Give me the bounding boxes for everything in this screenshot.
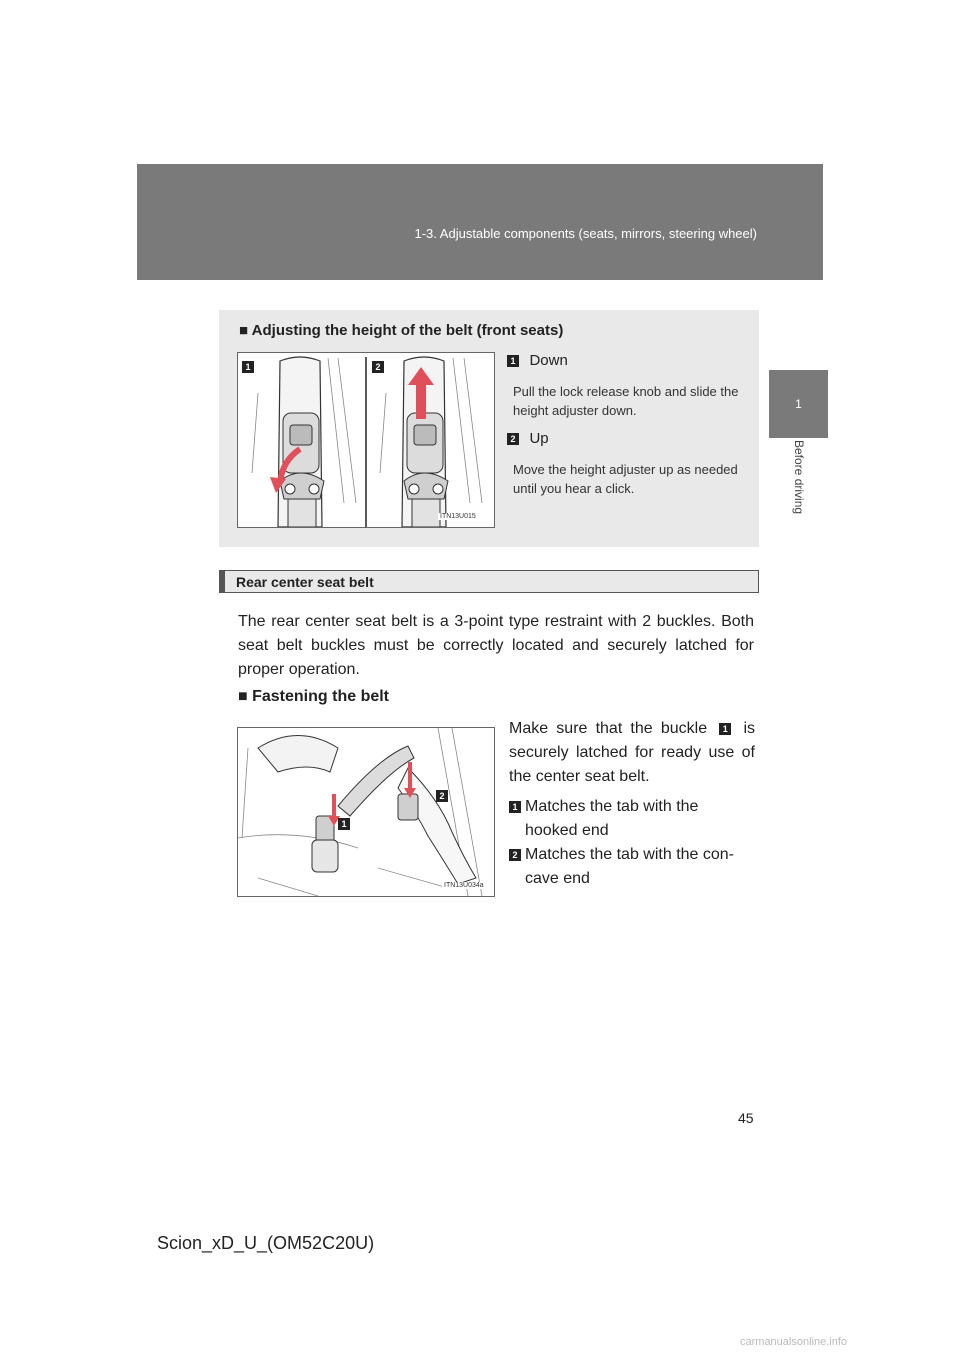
- height-adjust-heading: ■ Adjusting the height of the belt (front seats): [239, 322, 564, 339]
- fastening-step-2: [509, 843, 755, 891]
- chapter-label-text: Before driving: [792, 440, 806, 515]
- illus2-code: ITN13U034a: [444, 882, 484, 889]
- fastening-intro-marker: 1: [719, 723, 731, 735]
- fastening-heading: ■ Fastening the belt: [238, 688, 390, 705]
- illus2-marker-2: 2: [436, 790, 448, 802]
- fastening-intro-after: is securely latched for ready use of the center seat belt.: [509, 720, 755, 785]
- height-step-1: [507, 352, 747, 420]
- step2-title: Up: [529, 430, 549, 447]
- center-belt-illustration: [237, 727, 495, 897]
- center-belt-drawing: [238, 728, 494, 896]
- belt-height-drawing: [238, 353, 494, 527]
- header-band: [137, 164, 823, 280]
- fastening-intro-before: Make sure that the buckle: [509, 720, 708, 737]
- watermark: carmanualsonline.info: [740, 1336, 848, 1348]
- illus1-marker-2: 2: [372, 361, 384, 373]
- page-number: 45: [738, 1110, 754, 1126]
- step2-marker: 2: [507, 433, 519, 445]
- fastening-step-1: [509, 795, 755, 843]
- illus1-code: ITN13U015: [440, 513, 476, 520]
- fastening-step1-text: Matches the tab with the hooked end: [525, 798, 699, 839]
- height-adjust-box: [219, 310, 759, 547]
- height-adjuster-illustration: [237, 352, 495, 528]
- manual-id: Scion_xD_U_(OM52C20U): [157, 1233, 375, 1253]
- section-paragraph: The rear center seat belt is a 3-point type restraint with 2 buckles. Both seat belt buckles must be correctly located and securely latched for proper operation.: [238, 613, 754, 678]
- fastening-step2-text: Matches the tab with the con-cave end: [525, 846, 734, 887]
- section-title: Rear center seat belt: [236, 574, 374, 590]
- step1-marker: 1: [507, 355, 519, 367]
- fastening-step2-marker: 2: [509, 849, 521, 861]
- chapter-title: 1-3. Adjustable components (seats, mirrors, steering wheel): [414, 226, 757, 241]
- chapter-tab[interactable]: 1: [769, 370, 828, 438]
- fastening-step1-marker: 1: [509, 801, 521, 813]
- chapter-tab-label: [769, 440, 828, 560]
- illus2-marker-1: 1: [338, 818, 350, 830]
- section-heading-bar: [219, 570, 759, 593]
- fastening-intro: [509, 717, 755, 789]
- height-step-2: [507, 430, 747, 498]
- step1-desc: Pull the lock release knob and slide the height adjuster down.: [513, 384, 739, 418]
- illus1-marker-1: 1: [242, 361, 254, 373]
- step1-title: Down: [529, 352, 568, 369]
- step2-desc: Move the height adjuster up as needed until you hear a click.: [513, 462, 738, 496]
